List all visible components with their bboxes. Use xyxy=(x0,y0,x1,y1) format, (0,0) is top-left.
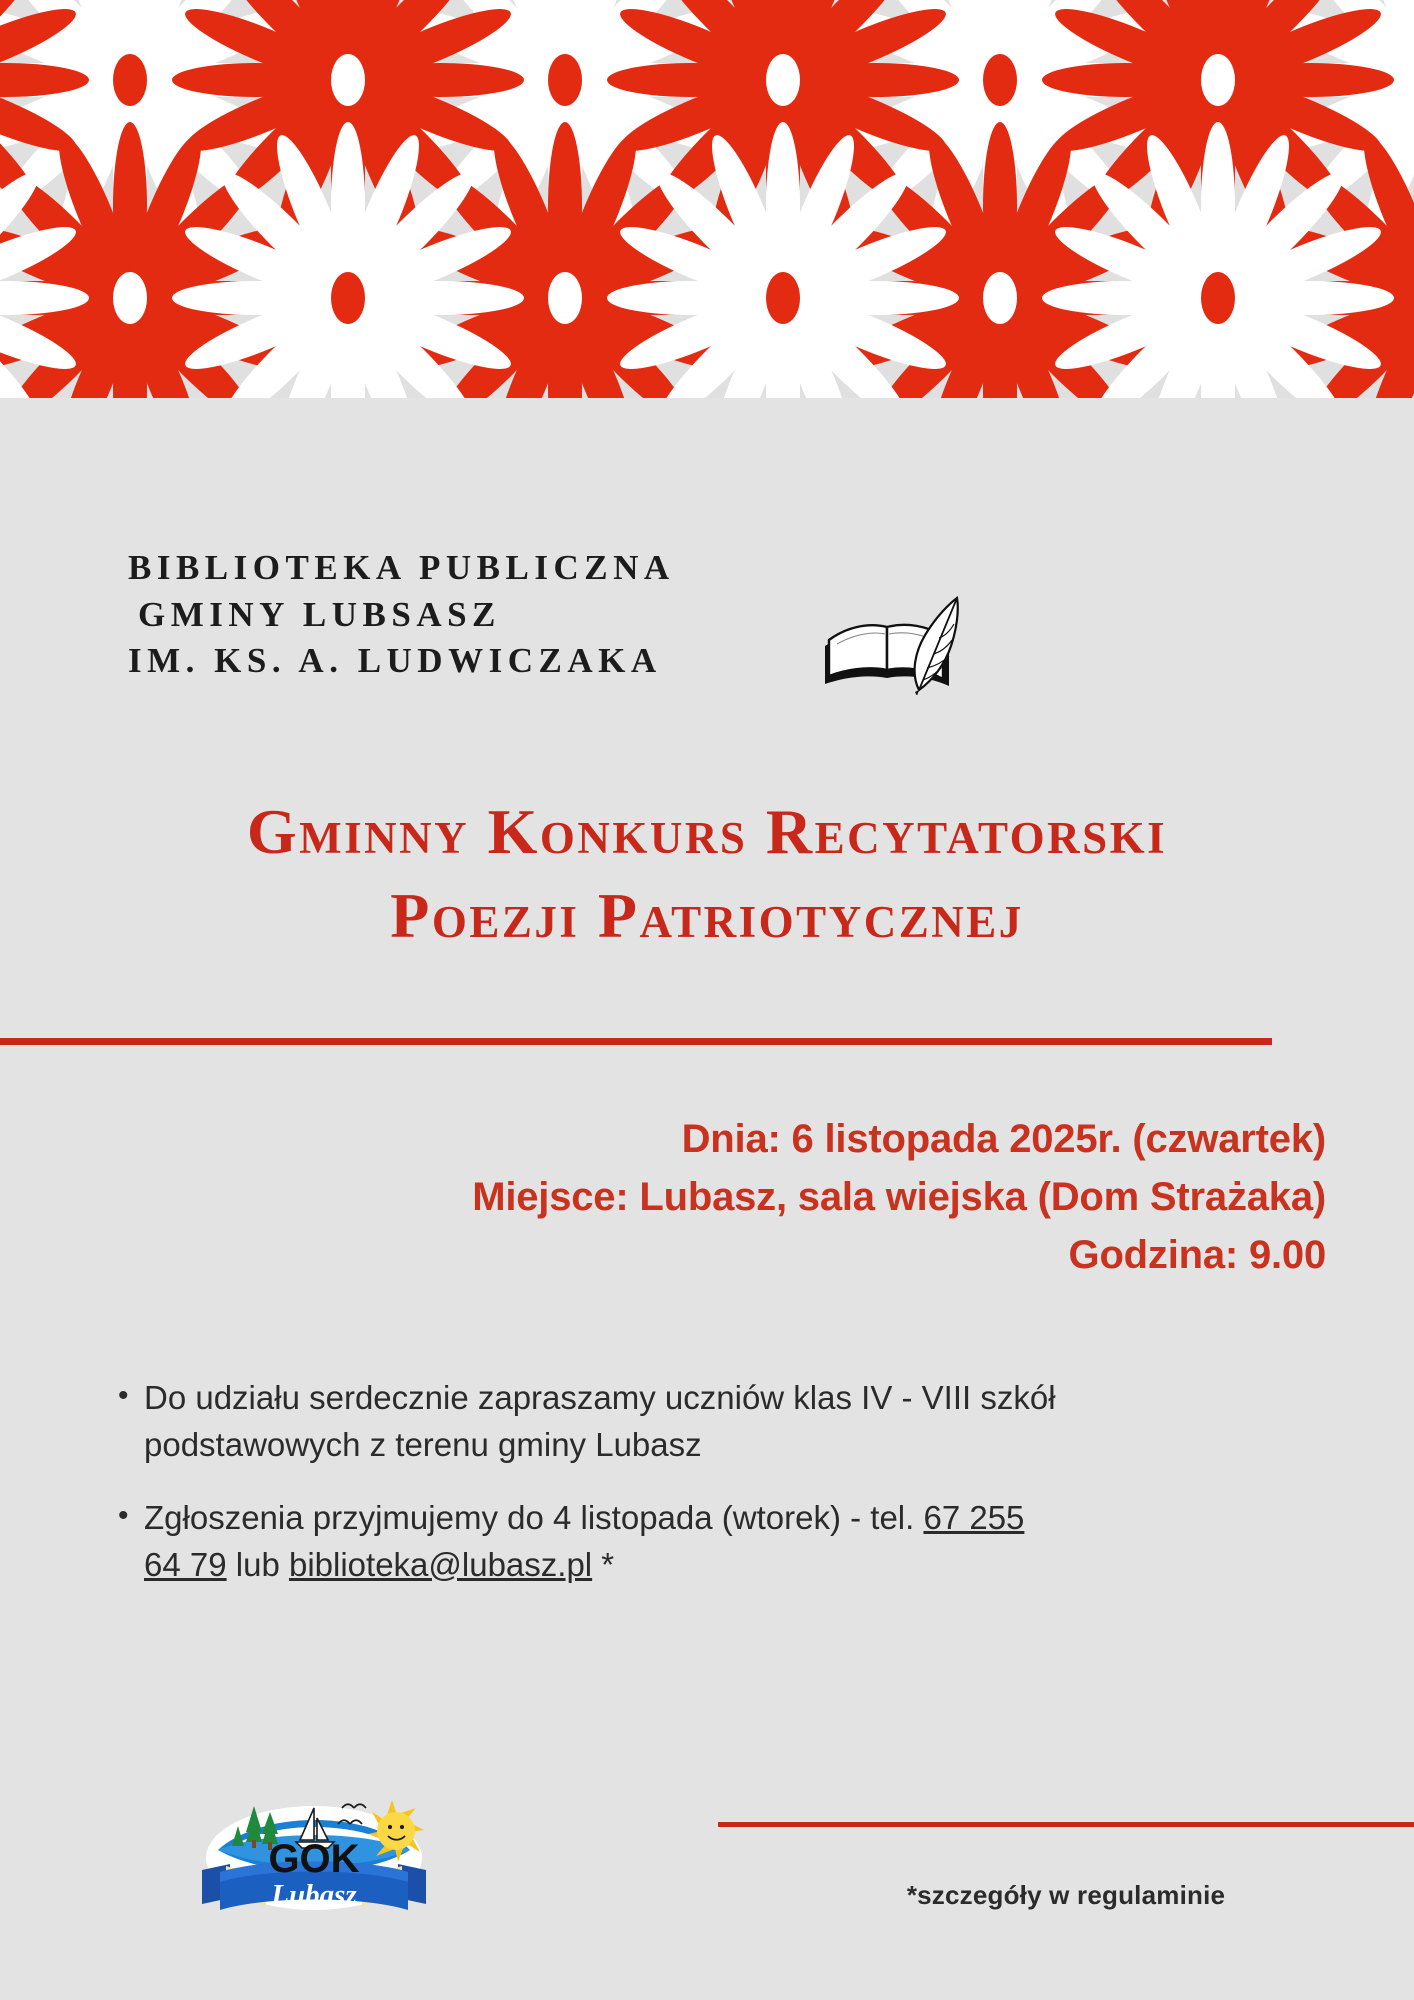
registration-deadline-text: Zgłoszenia przyjmujemy do 4 listopada (wtorek) - tel. xyxy=(144,1498,924,1536)
list-item xyxy=(118,1375,1068,1469)
open-book-with-quill-icon xyxy=(815,570,975,695)
list-item xyxy=(118,1495,1068,1589)
divider-top xyxy=(0,1038,1272,1045)
registration-conjunction: lub xyxy=(226,1545,289,1583)
registration-asterisk: * xyxy=(592,1545,615,1583)
info-item-participants: Do udziału serdecznie zapraszamy uczniów klas IV - VIII szkół podstawowych z terenu gminy Lubasz xyxy=(144,1379,1056,1463)
gok-wordmark: GOK xyxy=(268,1837,360,1881)
library-name-line-2: GMINY LUBSASZ xyxy=(138,594,501,634)
title-line-1: Gminny Konkurs Recytatorski xyxy=(246,796,1168,867)
footer-note: *szczegóły w regulaminie xyxy=(906,1880,1226,1910)
email-link[interactable]: biblioteka@lubasz.pl xyxy=(288,1545,593,1583)
event-details xyxy=(472,1110,1326,1284)
bullet-glyph: • xyxy=(118,1498,129,1532)
library-name-line-1: BIBLIOTEKA PUBLICZNA xyxy=(128,548,675,587)
floral-pattern-icon xyxy=(0,0,1414,418)
bullet-glyph: • xyxy=(118,1379,129,1412)
divider-bottom xyxy=(718,1822,1414,1827)
info-list xyxy=(118,1375,1068,1614)
title-line-2: Poezji Patriotycznej xyxy=(390,880,1024,952)
event-date: Dnia: 6 listopada 2025r. (czwartek) xyxy=(681,1117,1326,1161)
page-title xyxy=(0,790,1414,959)
gok-lubasz-logo xyxy=(196,1788,432,1938)
floral-pattern-banner xyxy=(0,0,1414,418)
event-time: Godzina: 9.00 xyxy=(1068,1233,1326,1277)
info-item-registration xyxy=(144,1495,1068,1589)
event-place: Miejsce: Lubasz, sala wiejska (Dom Strażaka) xyxy=(472,1175,1326,1219)
library-name-line-3: IM. KS. A. LUDWICZAKA xyxy=(128,641,662,681)
phone-link[interactable]: 67 255 64 79 xyxy=(144,1498,1025,1583)
lubasz-wordmark: Lubasz xyxy=(271,1879,357,1911)
